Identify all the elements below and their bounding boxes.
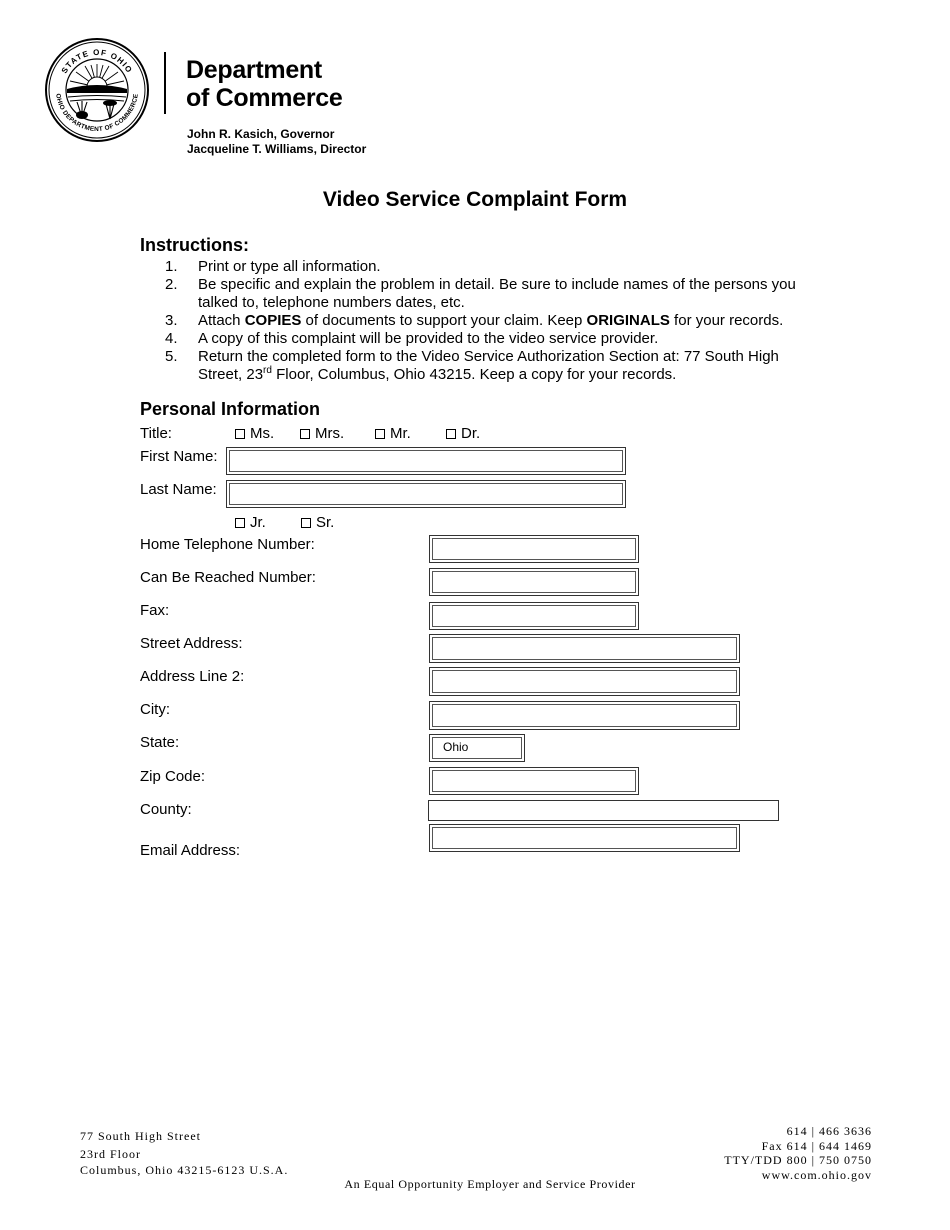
checkbox-icon: [300, 429, 310, 439]
first-name-label: First Name:: [140, 448, 218, 465]
instructions-heading: Instructions:: [140, 235, 250, 255]
title-mr-checkbox[interactable]: Mr.: [375, 425, 411, 442]
title-ms-checkbox[interactable]: Ms.: [235, 425, 274, 442]
director-name: Jacqueline T. Williams, Director: [187, 142, 367, 156]
state-input[interactable]: [429, 734, 525, 762]
state-seal-logo: [44, 37, 150, 143]
reach-phone-label: Can Be Reached Number:: [140, 569, 316, 586]
county-input[interactable]: [428, 800, 779, 821]
zip-code-input[interactable]: [429, 767, 639, 795]
instruction-item: 4. A copy of this complaint will be provided to the video service provider.: [165, 330, 659, 347]
instruction-item: 1. Print or type all information.: [165, 258, 381, 275]
department-name: Department of Commerce: [186, 56, 343, 112]
footer-contact: [724, 1124, 872, 1182]
personal-info-heading: Personal Information: [140, 399, 321, 419]
checkbox-icon: [446, 429, 456, 439]
fax-label: Fax:: [140, 602, 170, 619]
street-address-input[interactable]: [429, 634, 740, 663]
suffix-sr-checkbox[interactable]: Sr.: [301, 514, 334, 531]
title-mrs-checkbox[interactable]: Mrs.: [300, 425, 344, 442]
street-address-label: Street Address:: [140, 635, 243, 652]
address-line2-input[interactable]: [429, 667, 740, 696]
footer-website: www.com.ohio.gov: [761, 1167, 872, 1182]
zip-code-label: Zip Code:: [140, 768, 206, 785]
instruction-item: 2. Be specific and explain the problem in detail. Be sure to include names of the persons you talked to, telephone numbers dates, etc.: [165, 276, 796, 311]
svg-text:OHIO DEPARTMENT OF COMMERCE: OHIO DEPARTMENT OF COMMERCE: [54, 93, 140, 134]
last-name-label: Last Name:: [140, 481, 217, 498]
fax-input[interactable]: [429, 602, 639, 630]
footer-eeo-statement: An Equal Opportunity Employer and Service Provider: [344, 1177, 636, 1191]
footer-address: 77 South High Street 23rd Floor Columbus, Ohio 43215-6123 U.S.A.: [80, 1129, 289, 1177]
email-label: Email Address:: [140, 842, 241, 859]
instruction-item: 5. Return the completed form to the Video Service Authorization Section at: 77 South High Street, 23rd Floor, Columbus, Ohio 43215. Keep a copy for your records.: [165, 348, 779, 383]
home-phone-label: Home Telephone Number:: [140, 536, 315, 553]
address-line2-label: Address Line 2:: [140, 668, 245, 685]
footer-tty: TTY/TDD 800 | 750 0750: [724, 1153, 872, 1167]
city-input[interactable]: [429, 701, 740, 730]
home-phone-input[interactable]: [429, 535, 639, 563]
checkbox-icon: [301, 518, 311, 528]
footer-phone: 614 | 466 3636: [786, 1124, 872, 1138]
form-title: Video Service Complaint Form: [322, 188, 628, 211]
officials: [187, 127, 366, 157]
first-name-input[interactable]: [226, 447, 626, 475]
instructions-list: [165, 258, 825, 384]
svg-text:STATE OF OHIO: STATE OF OHIO: [59, 47, 135, 76]
state-label: State:: [140, 734, 180, 751]
checkbox-icon: [375, 429, 385, 439]
city-label: City:: [140, 701, 170, 718]
title-label: Title:: [140, 425, 172, 442]
title-dr-checkbox[interactable]: Dr.: [446, 425, 480, 442]
checkbox-icon: [235, 518, 245, 528]
checkbox-icon: [235, 429, 245, 439]
county-label: County:: [140, 801, 192, 818]
last-name-input[interactable]: [226, 480, 626, 508]
reach-phone-input[interactable]: [429, 568, 639, 596]
instruction-item: 3. Attach COPIES of documents to support your claim. Keep ORIGINALS for your records.: [165, 312, 784, 329]
header-divider: [164, 52, 166, 114]
email-input[interactable]: [429, 824, 740, 852]
footer-fax: Fax 614 | 644 1469: [761, 1138, 872, 1153]
suffix-jr-checkbox[interactable]: Jr.: [235, 514, 266, 531]
state-value: Ohio: [443, 740, 469, 754]
governor-name: John R. Kasich, Governor: [187, 127, 335, 141]
